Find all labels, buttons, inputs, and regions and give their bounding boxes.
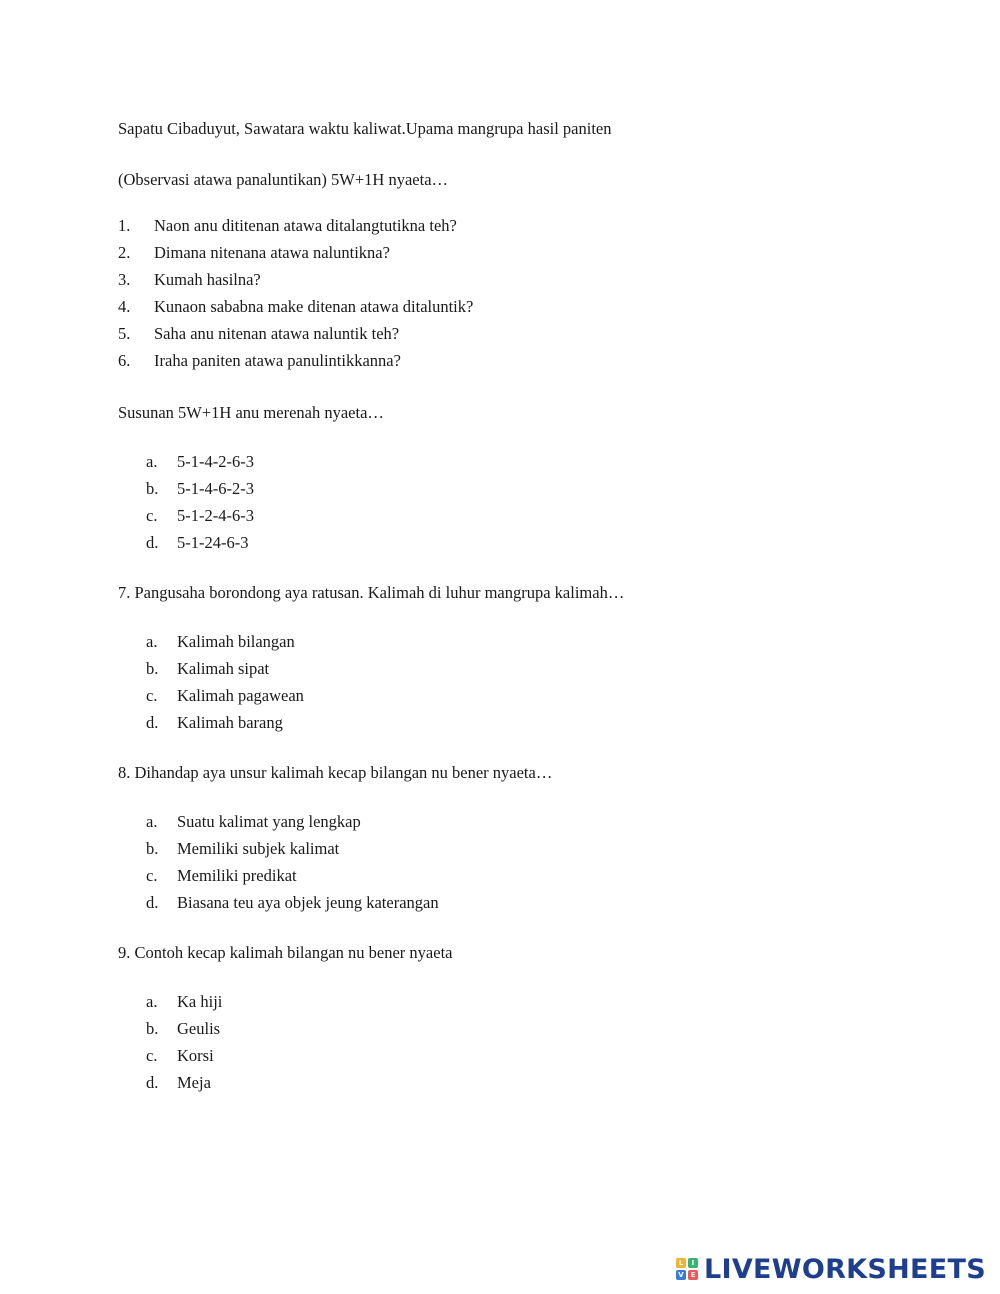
- logo-mark-l: L: [676, 1258, 686, 1268]
- answer-option-c[interactable]: c. Korsi: [146, 1046, 214, 1065]
- intro-line-1: Sapatu Cibaduyut, Sawatara waktu kaliwat.Upama mangrupa hasil paniten: [118, 119, 612, 138]
- options-question-8: [146, 812, 439, 920]
- options-question-9: [146, 992, 222, 1100]
- logo-mark-e: E: [688, 1270, 698, 1280]
- question-5w1h-list: [118, 216, 473, 378]
- worksheet-page: [118, 0, 878, 1294]
- answer-option-c[interactable]: c. 5-1-2-4-6-3: [146, 506, 254, 525]
- answer-option-d[interactable]: d. 5-1-24-6-3: [146, 533, 249, 552]
- answer-option-d[interactable]: d. Biasana teu aya objek jeung katerangan: [146, 893, 439, 912]
- answer-option-d[interactable]: d. Kalimah barang: [146, 713, 283, 732]
- answer-option-b[interactable]: b. Geulis: [146, 1019, 221, 1038]
- answer-option-b[interactable]: b. 5-1-4-6-2-3: [146, 479, 254, 498]
- answer-option-c[interactable]: c. Kalimah pagawean: [146, 686, 304, 705]
- question-7: 7. Pangusaha borondong aya ratusan. Kalimah di luhur mangrupa kalimah…: [118, 583, 625, 602]
- answer-option-b[interactable]: b. Kalimah sipat: [146, 659, 270, 678]
- liveworksheets-logo: [676, 1254, 986, 1284]
- answer-option-c[interactable]: c. Memiliki predikat: [146, 866, 297, 885]
- intro-line-2: (Observasi atawa panaluntikan) 5W+1H nyaeta…: [118, 170, 449, 189]
- answer-option-a[interactable]: a. Kalimah bilangan: [146, 632, 295, 651]
- answer-option-d[interactable]: d. Meja: [146, 1073, 211, 1092]
- answer-option-a[interactable]: a. Suatu kalimat yang lengkap: [146, 812, 361, 831]
- list-item: 1. Naon anu dititenan atawa ditalangtutikna teh?: [118, 216, 457, 235]
- answer-option-b[interactable]: b. Memiliki subjek kalimat: [146, 839, 340, 858]
- options-question-7: [146, 632, 304, 740]
- list-item: 3. Kumah hasilna?: [118, 270, 261, 289]
- answer-option-a[interactable]: a. 5-1-4-2-6-3: [146, 452, 254, 471]
- list-item: 4. Kunaon sababna make ditenan atawa ditaluntik?: [118, 297, 474, 316]
- options-susunan: [146, 452, 254, 560]
- logo-mark-i: I: [688, 1258, 698, 1268]
- question-susunan: Susunan 5W+1H anu merenah nyaeta…: [118, 403, 384, 422]
- logo-text: LIVEWORKSHEETS: [703, 1253, 986, 1285]
- answer-option-a[interactable]: a. Ka hiji: [146, 992, 223, 1011]
- question-8: 8. Dihandap aya unsur kalimah kecap bilangan nu bener nyaeta…: [118, 763, 553, 782]
- list-item: 6. Iraha paniten atawa panulintikkanna?: [118, 351, 401, 370]
- question-9: 9. Contoh kecap kalimah bilangan nu bener nyaeta: [118, 943, 453, 962]
- logo-mark-v: V: [676, 1270, 686, 1280]
- list-item: 5. Saha anu nitenan atawa naluntik teh?: [118, 324, 400, 343]
- list-item: 2. Dimana nitenana atawa naluntikna?: [118, 243, 390, 262]
- liveworksheets-logo-icon: [676, 1258, 698, 1280]
